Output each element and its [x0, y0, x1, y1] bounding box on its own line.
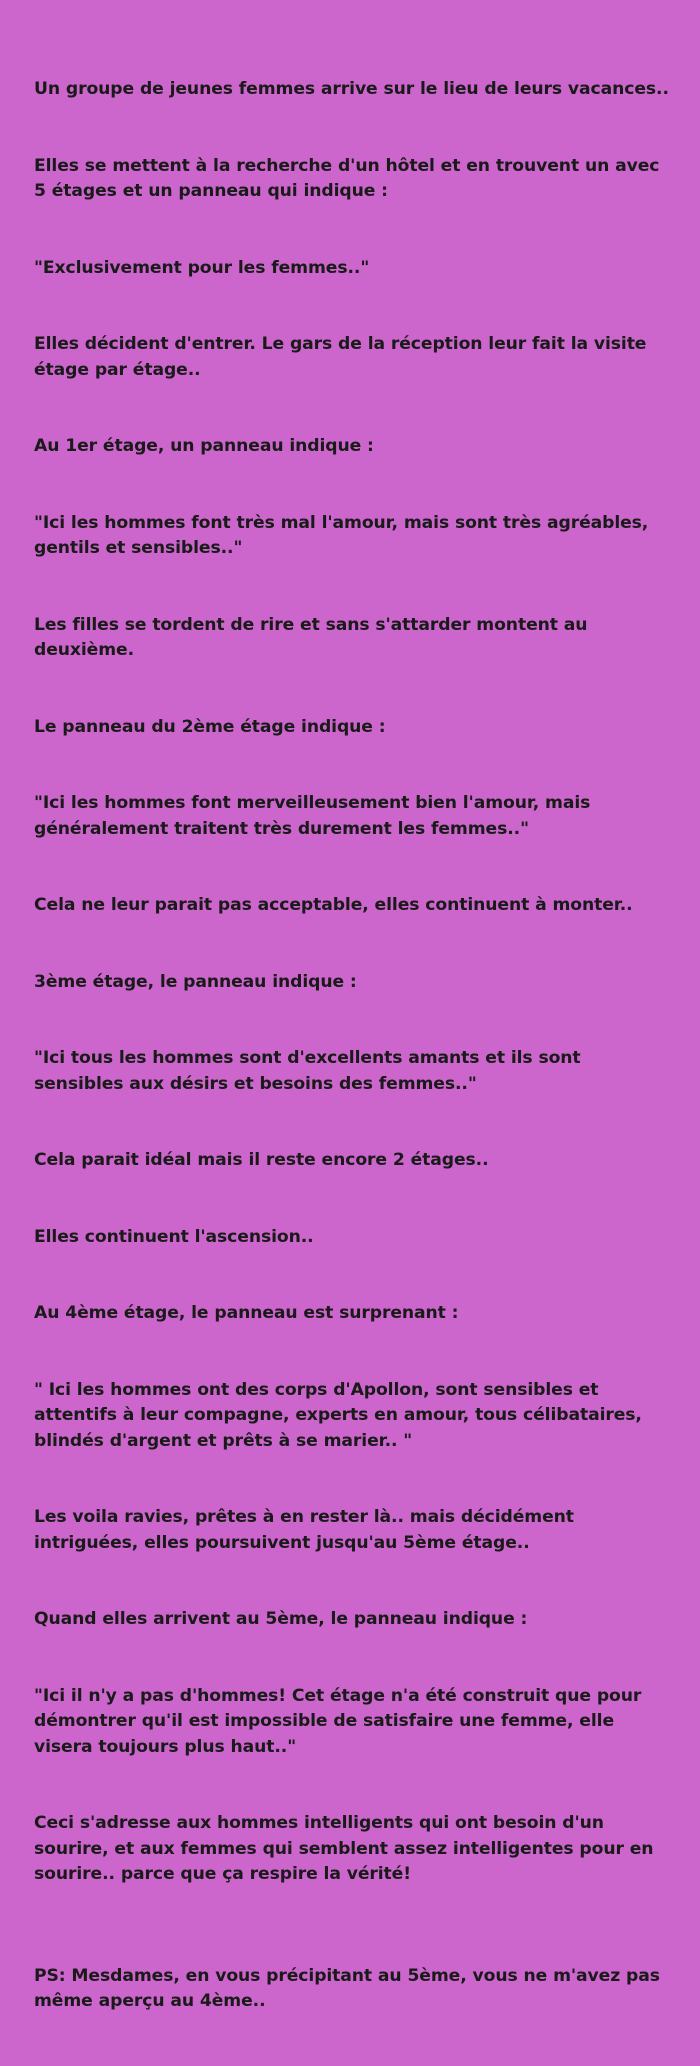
joke-paragraph: "Ici il n'y a pas d'hommes! Cet étage n'a été construit que pour démontrer qu'il est impossible de satisfaire une femme, elle visera toujours plus haut.."	[34, 1685, 648, 1757]
joke-paragraph: 3ème étage, le panneau indique :	[34, 971, 357, 992]
joke-paragraph: Un groupe de jeunes femmes arrive sur le lieu de leurs vacances..	[34, 79, 669, 99]
joke-body	[34, 26, 670, 2066]
joke-paragraph: Ceci s'adresse aux hommes intelligents qui ont besoin d'un sourire, et aux femmes qui semblent assez intelligentes pour en sourire.. parce que ça respire la vérité!	[34, 1813, 660, 1884]
joke-paragraph: Au 1er étage, un panneau indique :	[34, 436, 374, 456]
joke-paragraph: Elles continuent l'ascension..	[34, 1226, 314, 1247]
joke-paragraph: Les filles se tordent de rire et sans s'attarder montent au deuxième.	[34, 614, 594, 660]
joke-paragraph: "Ici les hommes font très mal l'amour, mais sont très agréables, gentils et sensibles.."	[34, 512, 655, 558]
joke-postscript: PS: Mesdames, en vous précipitant au 5ème, vous ne m'avez pas même aperçu au 4ème..	[34, 1965, 666, 2011]
joke-paragraph: "Exclusivement pour les femmes.."	[34, 257, 370, 278]
joke-paragraph: Elles se mettent à la recherche d'un hôtel et en trouvent un avec 5 étages et un panneau qui indique :	[34, 155, 666, 201]
joke-paragraph: Cela parait idéal mais il reste encore 2 étages..	[34, 1150, 489, 1170]
joke-paragraph: " Ici les hommes ont des corps d'Apollon, sont sensibles et attentifs à leur compagne, experts en amour, tous célibataires, blindés d'argent et prêts à se marier.. "	[34, 1379, 648, 1451]
joke-paragraph: "Ici tous les hommes sont d'excellents amants et ils sont sensibles aux désirs et besoins des femmes.."	[34, 1048, 587, 1094]
joke-paragraph: Au 4ème étage, le panneau est surprenant :	[34, 1303, 459, 1323]
joke-paragraph: Elles décident d'entrer. Le gars de la réception leur fait la visite étage par étage..	[34, 334, 653, 380]
joke-paragraph: "Ici les hommes font merveilleusement bien l'amour, mais généralement traitent très durement les femmes.."	[34, 793, 597, 839]
joke-paragraph: Quand elles arrivent au 5ème, le panneau indique :	[34, 1609, 528, 1629]
joke-paragraph: Cela ne leur parait pas acceptable, elles continuent à monter..	[34, 895, 633, 915]
joke-paragraph: Le panneau du 2ème étage indique :	[34, 716, 386, 737]
joke-paragraph: Les voila ravies, prêtes à en rester là.. mais décidément intriguées, elles poursuivent jusqu'au 5ème étage..	[34, 1507, 580, 1553]
